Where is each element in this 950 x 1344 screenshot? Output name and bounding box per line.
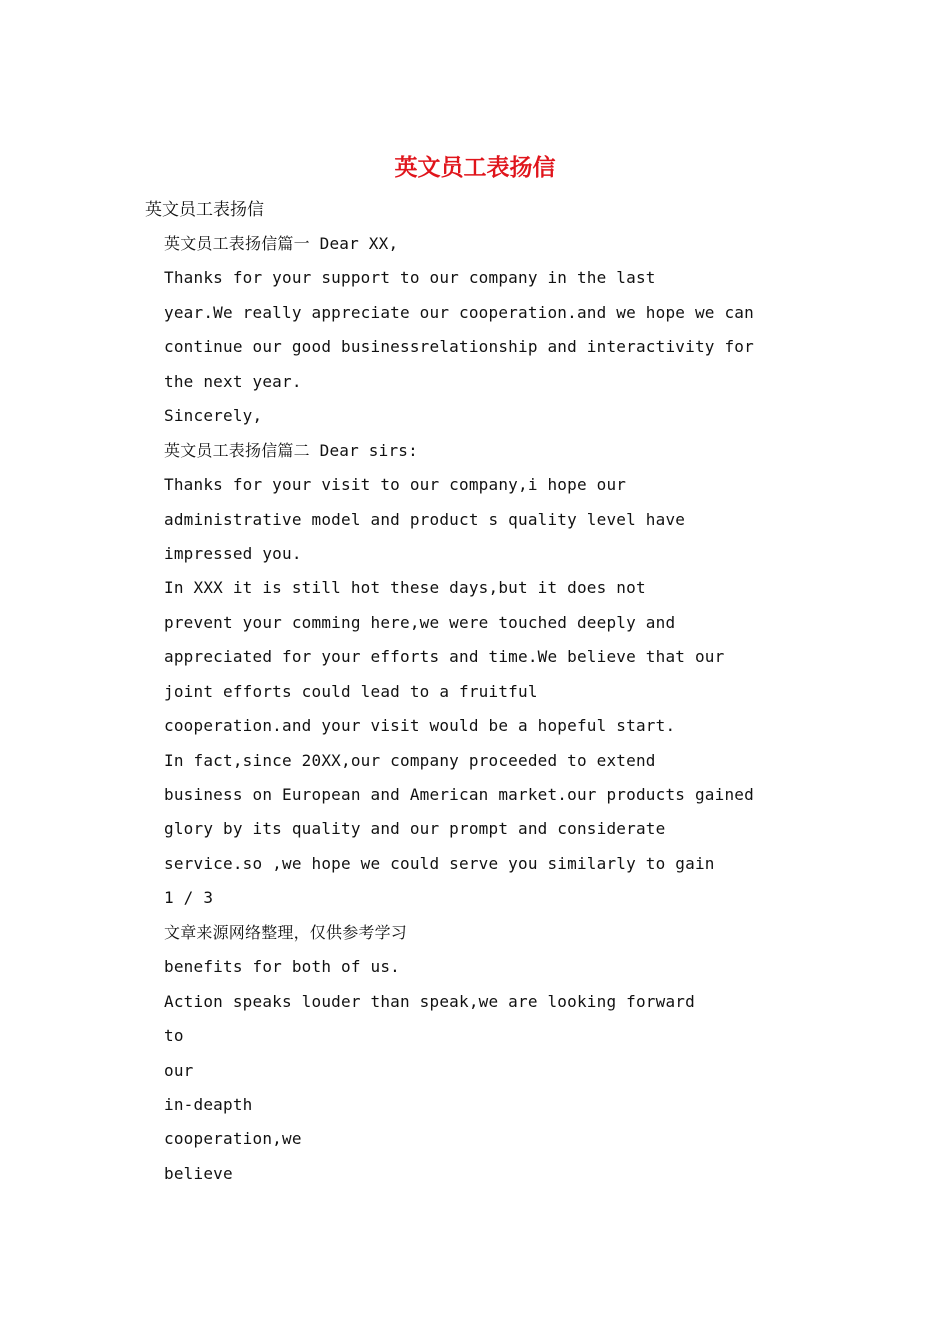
text-line: impressed you. [164, 543, 302, 563]
text-line: In fact,since 20XX,our company proceeded to extend [164, 750, 656, 770]
page-title: 英文员工表扬信 [394, 154, 556, 181]
text-line: Sincerely, [164, 406, 263, 426]
letter-body [164, 227, 864, 1191]
text-line: joint efforts could lead to a fruitful [164, 681, 538, 701]
text-line: In XXX it is still hot these days,but it does not [164, 578, 646, 598]
text-line: continue our good businessrelationship and interactivity for [164, 337, 754, 357]
text-line: appreciated for your efforts and time.We believe that our [164, 647, 725, 667]
page-number: 1 / 3 [164, 888, 214, 908]
text-line: our [164, 1060, 194, 1080]
text-line: year.We really appreciate our cooperation.and we hope we can [164, 302, 754, 322]
text-line: 英文员工表扬信篇二 Dear sirs: [164, 440, 418, 460]
text-line: cooperation.and your visit would be a hopeful start. [164, 716, 676, 736]
document-subtitle: 英文员工表扬信 [145, 200, 264, 220]
text-line: Thanks for your support to our company in the last [164, 268, 656, 288]
text-line: administrative model and product s quality level have [164, 509, 686, 529]
text-line: Thanks for your visit to our company,i hope our [164, 475, 627, 495]
text-line: 英文员工表扬信篇一 Dear XX, [164, 234, 399, 253]
text-line: cooperation,we [164, 1129, 302, 1149]
text-line: glory by its quality and our prompt and considerate [164, 819, 666, 839]
text-line: business on European and American market.our products gained [164, 785, 754, 804]
text-line: to [164, 1026, 184, 1046]
text-line: in-deapth [164, 1094, 253, 1114]
text-line: benefits for both of us. [164, 957, 400, 977]
text-line: Action speaks louder than speak,we are looking forward [164, 991, 695, 1011]
text-line: the next year. [164, 371, 302, 391]
text-line: believe [164, 1163, 233, 1183]
text-line: service.so ,we hope we could serve you similarly to gain [164, 853, 715, 873]
text-line: prevent your comming here,we were touched deeply and [164, 612, 676, 632]
source-note: 文章来源网络整理，仅供参考学习 [164, 922, 408, 942]
